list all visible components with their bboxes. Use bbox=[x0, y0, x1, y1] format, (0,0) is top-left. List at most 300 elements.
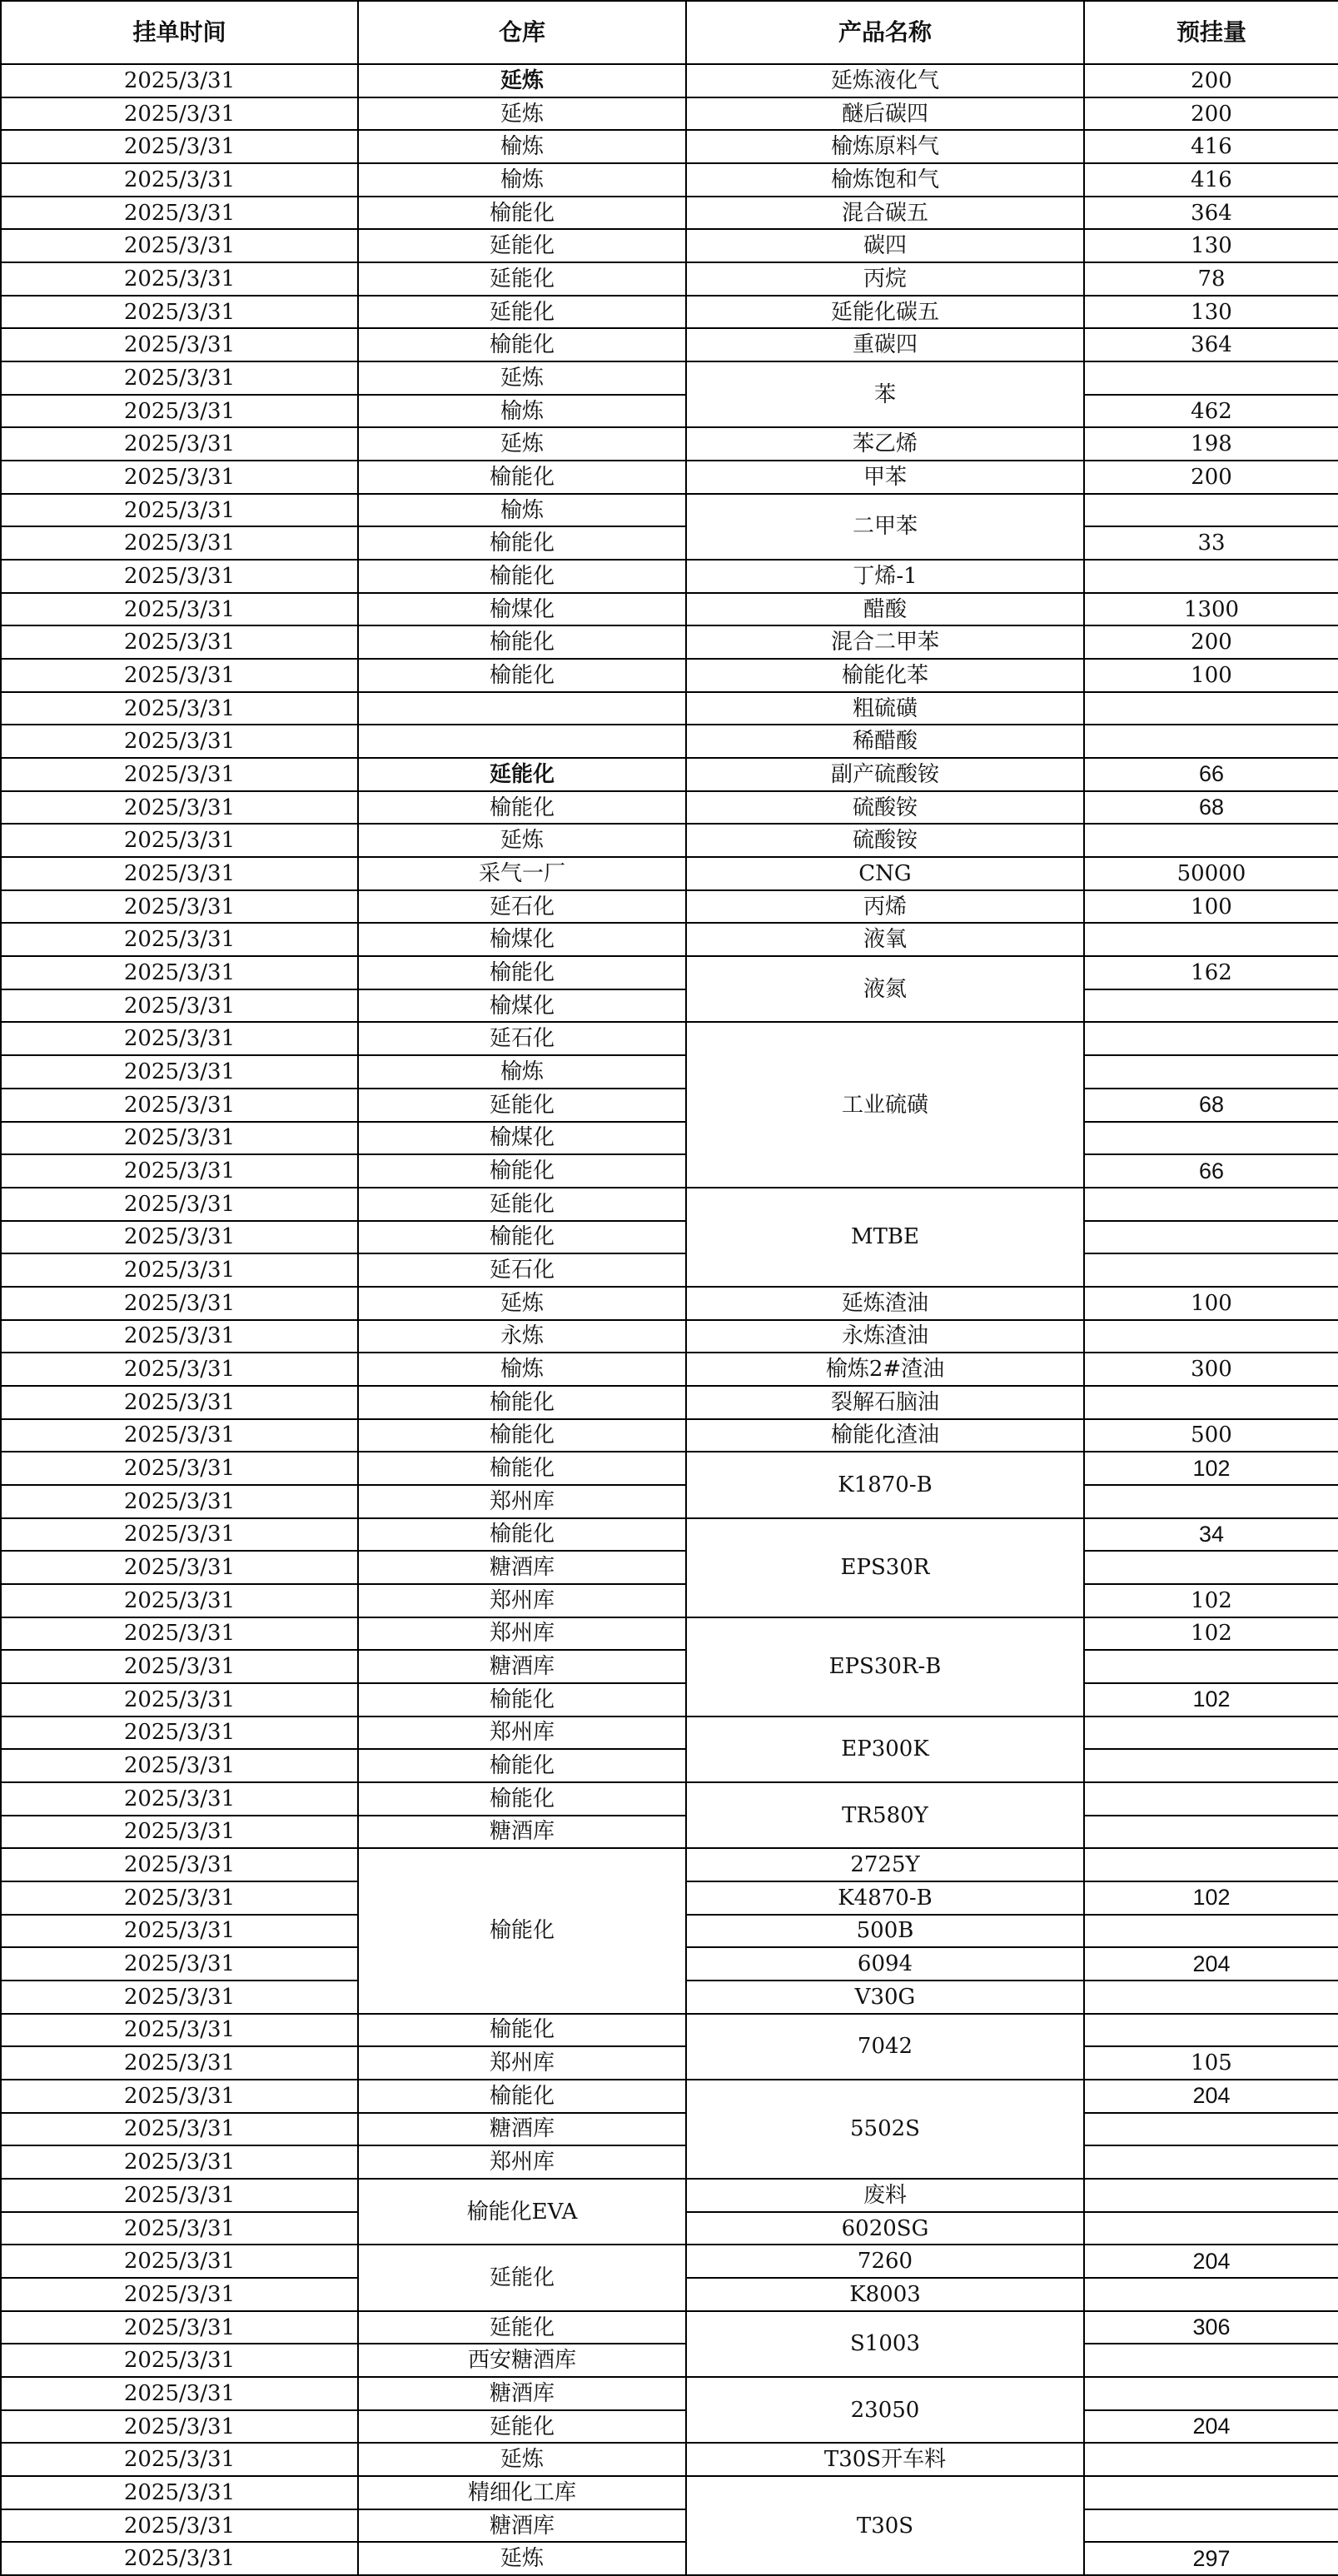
table-row bbox=[1, 1022, 1338, 1055]
cell-warehouse: 延炼 bbox=[358, 2542, 686, 2575]
cell-product: 6020SG bbox=[686, 2212, 1084, 2245]
cell-time: 2025/3/31 bbox=[1, 1881, 358, 1915]
cell-time: 2025/3/31 bbox=[1, 97, 358, 131]
cell-time: 2025/3/31 bbox=[1, 328, 358, 361]
cell-time: 2025/3/31 bbox=[1, 2080, 358, 2113]
cell-quantity: 102 bbox=[1084, 1584, 1338, 1617]
cell-quantity bbox=[1084, 2509, 1338, 2543]
cell-warehouse: 榆炼 bbox=[358, 494, 686, 527]
cell-quantity bbox=[1084, 2179, 1338, 2212]
cell-time: 2025/3/31 bbox=[1, 1287, 358, 1320]
cell-time: 2025/3/31 bbox=[1, 229, 358, 262]
cell-warehouse: 榆能化 bbox=[358, 625, 686, 659]
cell-time: 2025/3/31 bbox=[1, 163, 358, 197]
cell-product: 6094 bbox=[686, 1947, 1084, 1981]
cell-warehouse: 西安糖酒库 bbox=[358, 2344, 686, 2377]
cell-time: 2025/3/31 bbox=[1, 1848, 358, 1881]
cell-time: 2025/3/31 bbox=[1, 593, 358, 626]
cell-quantity bbox=[1084, 1782, 1338, 1816]
cell-warehouse: 延炼 bbox=[358, 427, 686, 461]
cell-quantity: 33 bbox=[1084, 526, 1338, 560]
cell-warehouse: 榆炼 bbox=[358, 163, 686, 197]
cell-product: 硫酸铵 bbox=[686, 791, 1084, 825]
cell-time: 2025/3/31 bbox=[1, 1485, 358, 1518]
cell-time: 2025/3/31 bbox=[1, 956, 358, 989]
table-row bbox=[1, 1188, 1338, 1221]
cell-quantity: 68 bbox=[1084, 1089, 1338, 1122]
cell-warehouse bbox=[358, 692, 686, 725]
cell-quantity: 68 bbox=[1084, 791, 1338, 825]
cell-quantity: 105 bbox=[1084, 2046, 1338, 2080]
cell-quantity: 100 bbox=[1084, 659, 1338, 692]
cell-quantity: 1300 bbox=[1084, 593, 1338, 626]
cell-time: 2025/3/31 bbox=[1, 1782, 358, 1816]
cell-quantity bbox=[1084, 560, 1338, 593]
cell-quantity: 130 bbox=[1084, 229, 1338, 262]
cell-warehouse: 延炼 bbox=[358, 1287, 686, 1320]
cell-warehouse: 榆能化 bbox=[358, 328, 686, 361]
cell-quantity bbox=[1084, 1981, 1338, 2014]
cell-time: 2025/3/31 bbox=[1, 2311, 358, 2344]
cell-product: 榆炼原料气 bbox=[686, 130, 1084, 163]
cell-product: 榆能化苯 bbox=[686, 659, 1084, 692]
cell-warehouse: 榆能化 bbox=[358, 1848, 686, 2013]
cell-product: 稀醋酸 bbox=[686, 725, 1084, 758]
cell-product: 硫酸铵 bbox=[686, 824, 1084, 857]
cell-quantity bbox=[1084, 1816, 1338, 1849]
cell-time: 2025/3/31 bbox=[1, 494, 358, 527]
table-row bbox=[1, 2179, 1338, 2212]
cell-quantity: 300 bbox=[1084, 1353, 1338, 1386]
cell-time: 2025/3/31 bbox=[1, 791, 358, 825]
cell-time: 2025/3/31 bbox=[1, 824, 358, 857]
cell-warehouse: 延石化 bbox=[358, 1022, 686, 1055]
cell-time: 2025/3/31 bbox=[1, 2410, 358, 2444]
cell-product: 液氧 bbox=[686, 923, 1084, 956]
cell-warehouse: 榆炼 bbox=[358, 1055, 686, 1089]
cell-product: S1003 bbox=[686, 2311, 1084, 2377]
cell-time: 2025/3/31 bbox=[1, 1089, 358, 1122]
cell-quantity: 34 bbox=[1084, 1518, 1338, 1552]
cell-quantity bbox=[1084, 2278, 1338, 2311]
cell-product: 榆炼饱和气 bbox=[686, 163, 1084, 197]
cell-warehouse: 延石化 bbox=[358, 1253, 686, 1287]
table-row bbox=[1, 395, 1338, 428]
cell-quantity: 200 bbox=[1084, 97, 1338, 131]
cell-warehouse: 榆能化 bbox=[358, 1518, 686, 1552]
cell-warehouse: 榆能化EVA bbox=[358, 2179, 686, 2245]
table-row bbox=[1, 725, 1338, 758]
cell-time: 2025/3/31 bbox=[1, 2278, 358, 2311]
cell-warehouse: 榆能化 bbox=[358, 461, 686, 494]
cell-quantity: 102 bbox=[1084, 1683, 1338, 1717]
table-row bbox=[1, 1452, 1338, 1485]
cell-quantity: 78 bbox=[1084, 262, 1338, 296]
cell-warehouse: 榆能化 bbox=[358, 1221, 686, 1254]
table-row bbox=[1, 2410, 1338, 2444]
table-row bbox=[1, 229, 1338, 262]
table-row bbox=[1, 494, 1338, 527]
cell-product: K8003 bbox=[686, 2278, 1084, 2311]
cell-product: 榆炼2#渣油 bbox=[686, 1353, 1084, 1386]
cell-product: 二甲苯 bbox=[686, 494, 1084, 560]
cell-time: 2025/3/31 bbox=[1, 1386, 358, 1419]
cell-quantity bbox=[1084, 1221, 1338, 1254]
table-row bbox=[1, 1485, 1338, 1518]
table-row bbox=[1, 2542, 1338, 2575]
header-row bbox=[1, 1, 1338, 64]
table-row bbox=[1, 97, 1338, 131]
cell-warehouse: 糖酒库 bbox=[358, 1650, 686, 1683]
cell-warehouse: 延能化 bbox=[358, 1089, 686, 1122]
cell-quantity: 297 bbox=[1084, 2542, 1338, 2575]
cell-quantity: 364 bbox=[1084, 328, 1338, 361]
table-row bbox=[1, 2476, 1338, 2509]
cell-warehouse: 延能化 bbox=[358, 262, 686, 296]
cell-time: 2025/3/31 bbox=[1, 1122, 358, 1155]
cell-warehouse bbox=[358, 725, 686, 758]
table-row bbox=[1, 1320, 1338, 1353]
cell-warehouse: 榆能化 bbox=[358, 1386, 686, 1419]
cell-product: 粗硫磺 bbox=[686, 692, 1084, 725]
cell-warehouse: 榆能化 bbox=[358, 1419, 686, 1452]
cell-product: 丁烯-1 bbox=[686, 560, 1084, 593]
table-row bbox=[1, 1782, 1338, 1816]
cell-warehouse: 榆能化 bbox=[358, 2014, 686, 2047]
cell-quantity: 204 bbox=[1084, 1947, 1338, 1981]
cell-quantity bbox=[1084, 2476, 1338, 2509]
cell-product: 丙烷 bbox=[686, 262, 1084, 296]
table-row bbox=[1, 1848, 1338, 1881]
cell-time: 2025/3/31 bbox=[1, 625, 358, 659]
cell-product: 苯 bbox=[686, 361, 1084, 427]
table-row bbox=[1, 1816, 1338, 1849]
cell-product: EP300K bbox=[686, 1717, 1084, 1782]
cell-product: EPS30R-B bbox=[686, 1617, 1084, 1717]
cell-quantity bbox=[1084, 1485, 1338, 1518]
header-time: 挂单时间 bbox=[1, 1, 358, 64]
cell-time: 2025/3/31 bbox=[1, 2245, 358, 2278]
cell-product: 延炼液化气 bbox=[686, 64, 1084, 97]
cell-quantity bbox=[1084, 2113, 1338, 2146]
table-row bbox=[1, 758, 1338, 791]
cell-time: 2025/3/31 bbox=[1, 1022, 358, 1055]
cell-product: 延炼渣油 bbox=[686, 1287, 1084, 1320]
cell-product: 混合碳五 bbox=[686, 197, 1084, 230]
cell-quantity bbox=[1084, 2145, 1338, 2179]
cell-product: 副产硫酸铵 bbox=[686, 758, 1084, 791]
cell-warehouse: 郑州库 bbox=[358, 2046, 686, 2080]
table-row bbox=[1, 1253, 1338, 1287]
cell-time: 2025/3/31 bbox=[1, 2014, 358, 2047]
cell-quantity bbox=[1084, 989, 1338, 1023]
cell-quantity bbox=[1084, 1253, 1338, 1287]
cell-time: 2025/3/31 bbox=[1, 461, 358, 494]
cell-warehouse: 榆煤化 bbox=[358, 593, 686, 626]
cell-product: 500B bbox=[686, 1915, 1084, 1948]
cell-warehouse: 延能化 bbox=[358, 1188, 686, 1221]
cell-product: 醋酸 bbox=[686, 593, 1084, 626]
table-row bbox=[1, 2113, 1338, 2146]
cell-product: 23050 bbox=[686, 2377, 1084, 2443]
cell-time: 2025/3/31 bbox=[1, 1683, 358, 1717]
cell-warehouse: 延能化 bbox=[358, 2311, 686, 2344]
table-row bbox=[1, 197, 1338, 230]
cell-time: 2025/3/31 bbox=[1, 2212, 358, 2245]
cell-product: K1870-B bbox=[686, 1452, 1084, 1517]
cell-warehouse: 延炼 bbox=[358, 2443, 686, 2476]
table-row bbox=[1, 692, 1338, 725]
cell-quantity: 204 bbox=[1084, 2245, 1338, 2278]
cell-warehouse: 延能化 bbox=[358, 229, 686, 262]
table-row bbox=[1, 427, 1338, 461]
cell-quantity: 200 bbox=[1084, 461, 1338, 494]
cell-product: TR580Y bbox=[686, 1782, 1084, 1848]
cell-quantity bbox=[1084, 1022, 1338, 1055]
table-row bbox=[1, 1154, 1338, 1188]
cell-time: 2025/3/31 bbox=[1, 64, 358, 97]
table-row bbox=[1, 2145, 1338, 2179]
table-row bbox=[1, 824, 1338, 857]
cell-quantity bbox=[1084, 725, 1338, 758]
cell-quantity: 102 bbox=[1084, 1452, 1338, 1485]
cell-quantity bbox=[1084, 923, 1338, 956]
cell-product: 甲苯 bbox=[686, 461, 1084, 494]
cell-time: 2025/3/31 bbox=[1, 361, 358, 395]
cell-warehouse: 延能化 bbox=[358, 2410, 686, 2444]
cell-quantity bbox=[1084, 1551, 1338, 1584]
table-row bbox=[1, 1683, 1338, 1717]
cell-product: 醚后碳四 bbox=[686, 97, 1084, 131]
table-row bbox=[1, 361, 1338, 395]
cell-warehouse: 延炼 bbox=[358, 361, 686, 395]
table-row bbox=[1, 2443, 1338, 2476]
table-row bbox=[1, 64, 1338, 97]
table-row bbox=[1, 1386, 1338, 1419]
table-row bbox=[1, 1122, 1338, 1155]
cell-warehouse: 榆煤化 bbox=[358, 923, 686, 956]
cell-warehouse: 糖酒库 bbox=[358, 2113, 686, 2146]
cell-time: 2025/3/31 bbox=[1, 2113, 358, 2146]
cell-warehouse: 榆煤化 bbox=[358, 989, 686, 1023]
table-row bbox=[1, 163, 1338, 197]
cell-product: EPS30R bbox=[686, 1518, 1084, 1617]
cell-warehouse: 榆煤化 bbox=[358, 1122, 686, 1155]
cell-time: 2025/3/31 bbox=[1, 2046, 358, 2080]
table-row bbox=[1, 2014, 1338, 2047]
cell-product: MTBE bbox=[686, 1188, 1084, 1287]
cell-time: 2025/3/31 bbox=[1, 923, 358, 956]
cell-warehouse: 郑州库 bbox=[358, 1717, 686, 1750]
cell-quantity: 66 bbox=[1084, 758, 1338, 791]
cell-time: 2025/3/31 bbox=[1, 1055, 358, 1089]
cell-warehouse: 榆能化 bbox=[358, 1782, 686, 1816]
table-row bbox=[1, 130, 1338, 163]
cell-warehouse: 榆能化 bbox=[358, 791, 686, 825]
cell-quantity bbox=[1084, 361, 1338, 395]
cell-product: V30G bbox=[686, 1981, 1084, 2014]
cell-time: 2025/3/31 bbox=[1, 262, 358, 296]
cell-warehouse: 精细化工库 bbox=[358, 2476, 686, 2509]
cell-time: 2025/3/31 bbox=[1, 1452, 358, 1485]
cell-warehouse: 郑州库 bbox=[358, 1485, 686, 1518]
table-row bbox=[1, 1287, 1338, 1320]
table-row bbox=[1, 1650, 1338, 1683]
table-row bbox=[1, 2344, 1338, 2377]
cell-product: 裂解石脑油 bbox=[686, 1386, 1084, 1419]
table-row bbox=[1, 2509, 1338, 2543]
cell-warehouse: 榆炼 bbox=[358, 1353, 686, 1386]
cell-warehouse: 郑州库 bbox=[358, 1584, 686, 1617]
cell-product: 永炼渣油 bbox=[686, 1320, 1084, 1353]
cell-product: 废料 bbox=[686, 2179, 1084, 2212]
cell-time: 2025/3/31 bbox=[1, 1915, 358, 1948]
table-row bbox=[1, 659, 1338, 692]
cell-warehouse: 榆能化 bbox=[358, 659, 686, 692]
cell-warehouse: 榆能化 bbox=[358, 1749, 686, 1782]
cell-quantity: 364 bbox=[1084, 197, 1338, 230]
cell-product: K4870-B bbox=[686, 1881, 1084, 1915]
header-warehouse: 仓库 bbox=[358, 1, 686, 64]
cell-quantity bbox=[1084, 494, 1338, 527]
cell-time: 2025/3/31 bbox=[1, 1320, 358, 1353]
cell-warehouse: 榆能化 bbox=[358, 560, 686, 593]
table-row bbox=[1, 857, 1338, 890]
table-body bbox=[1, 64, 1338, 2575]
cell-quantity: 198 bbox=[1084, 427, 1338, 461]
table-row bbox=[1, 1518, 1338, 1552]
cell-time: 2025/3/31 bbox=[1, 2344, 358, 2377]
cell-warehouse: 榆能化 bbox=[358, 1683, 686, 1717]
cell-time: 2025/3/31 bbox=[1, 1419, 358, 1452]
table-row bbox=[1, 2377, 1338, 2410]
cell-quantity bbox=[1084, 1188, 1338, 1221]
table-row bbox=[1, 1221, 1338, 1254]
cell-time: 2025/3/31 bbox=[1, 1947, 358, 1981]
table-row bbox=[1, 262, 1338, 296]
cell-warehouse: 延能化 bbox=[358, 2245, 686, 2310]
header-quantity: 预挂量 bbox=[1084, 1, 1338, 64]
cell-product: 碳四 bbox=[686, 229, 1084, 262]
cell-product: 延能化碳五 bbox=[686, 296, 1084, 329]
table-row bbox=[1, 625, 1338, 659]
table-row bbox=[1, 1749, 1338, 1782]
cell-time: 2025/3/31 bbox=[1, 2377, 358, 2410]
cell-warehouse: 糖酒库 bbox=[358, 2509, 686, 2543]
cell-time: 2025/3/31 bbox=[1, 1717, 358, 1750]
cell-time: 2025/3/31 bbox=[1, 692, 358, 725]
cell-warehouse: 榆能化 bbox=[358, 2080, 686, 2113]
cell-warehouse: 榆炼 bbox=[358, 130, 686, 163]
table-row bbox=[1, 328, 1338, 361]
cell-quantity: 66 bbox=[1084, 1154, 1338, 1188]
cell-quantity: 162 bbox=[1084, 956, 1338, 989]
cell-time: 2025/3/31 bbox=[1, 427, 358, 461]
table-row bbox=[1, 560, 1338, 593]
cell-warehouse: 郑州库 bbox=[358, 1617, 686, 1651]
cell-warehouse: 糖酒库 bbox=[358, 1551, 686, 1584]
cell-product: 工业硫磺 bbox=[686, 1022, 1084, 1187]
cell-time: 2025/3/31 bbox=[1, 890, 358, 924]
cell-quantity bbox=[1084, 2377, 1338, 2410]
table-row bbox=[1, 2245, 1338, 2278]
table-row bbox=[1, 1617, 1338, 1651]
cell-warehouse: 延炼 bbox=[358, 824, 686, 857]
cell-warehouse: 糖酒库 bbox=[358, 2377, 686, 2410]
cell-warehouse: 延石化 bbox=[358, 890, 686, 924]
cell-warehouse: 延炼 bbox=[358, 97, 686, 131]
cell-product: 重碳四 bbox=[686, 328, 1084, 361]
cell-quantity bbox=[1084, 824, 1338, 857]
cell-quantity: 130 bbox=[1084, 296, 1338, 329]
table-row bbox=[1, 2046, 1338, 2080]
cell-quantity bbox=[1084, 1122, 1338, 1155]
cell-quantity: 102 bbox=[1084, 1617, 1338, 1651]
cell-time: 2025/3/31 bbox=[1, 1551, 358, 1584]
cell-time: 2025/3/31 bbox=[1, 560, 358, 593]
table-row bbox=[1, 296, 1338, 329]
cell-quantity: 204 bbox=[1084, 2080, 1338, 2113]
cell-quantity bbox=[1084, 1320, 1338, 1353]
cell-time: 2025/3/31 bbox=[1, 1188, 358, 1221]
cell-quantity bbox=[1084, 1386, 1338, 1419]
table-row bbox=[1, 1353, 1338, 1386]
cell-warehouse: 延炼 bbox=[358, 64, 686, 97]
cell-time: 2025/3/31 bbox=[1, 2476, 358, 2509]
cell-quantity bbox=[1084, 1915, 1338, 1948]
cell-product: 混合二甲苯 bbox=[686, 625, 1084, 659]
cell-time: 2025/3/31 bbox=[1, 2509, 358, 2543]
cell-time: 2025/3/31 bbox=[1, 526, 358, 560]
cell-quantity bbox=[1084, 1749, 1338, 1782]
table-row bbox=[1, 1551, 1338, 1584]
cell-time: 2025/3/31 bbox=[1, 197, 358, 230]
cell-product: T30S开车料 bbox=[686, 2443, 1084, 2476]
table-row bbox=[1, 1584, 1338, 1617]
cell-quantity: 50000 bbox=[1084, 857, 1338, 890]
cell-product: CNG bbox=[686, 857, 1084, 890]
cell-product: 榆能化渣油 bbox=[686, 1419, 1084, 1452]
table-row bbox=[1, 526, 1338, 560]
cell-warehouse: 榆能化 bbox=[358, 197, 686, 230]
cell-warehouse: 延能化 bbox=[358, 758, 686, 791]
cell-quantity: 306 bbox=[1084, 2311, 1338, 2344]
cell-time: 2025/3/31 bbox=[1, 296, 358, 329]
cell-warehouse: 榆炼 bbox=[358, 395, 686, 428]
cell-time: 2025/3/31 bbox=[1, 2542, 358, 2575]
cell-quantity: 102 bbox=[1084, 1881, 1338, 1915]
cell-quantity bbox=[1084, 692, 1338, 725]
cell-quantity: 462 bbox=[1084, 395, 1338, 428]
table-row bbox=[1, 1089, 1338, 1122]
cell-quantity: 200 bbox=[1084, 64, 1338, 97]
cell-quantity: 416 bbox=[1084, 130, 1338, 163]
header-product: 产品名称 bbox=[686, 1, 1084, 64]
cell-quantity: 204 bbox=[1084, 2410, 1338, 2444]
table-row bbox=[1, 461, 1338, 494]
cell-quantity bbox=[1084, 2443, 1338, 2476]
table-row bbox=[1, 2080, 1338, 2113]
cell-warehouse: 榆能化 bbox=[358, 1452, 686, 1485]
cell-time: 2025/3/31 bbox=[1, 130, 358, 163]
table-row bbox=[1, 2311, 1338, 2344]
cell-time: 2025/3/31 bbox=[1, 1584, 358, 1617]
cell-time: 2025/3/31 bbox=[1, 1617, 358, 1651]
cell-product: 液氮 bbox=[686, 956, 1084, 1022]
cell-time: 2025/3/31 bbox=[1, 1154, 358, 1188]
table-row bbox=[1, 1717, 1338, 1750]
cell-warehouse: 糖酒库 bbox=[358, 1816, 686, 1849]
